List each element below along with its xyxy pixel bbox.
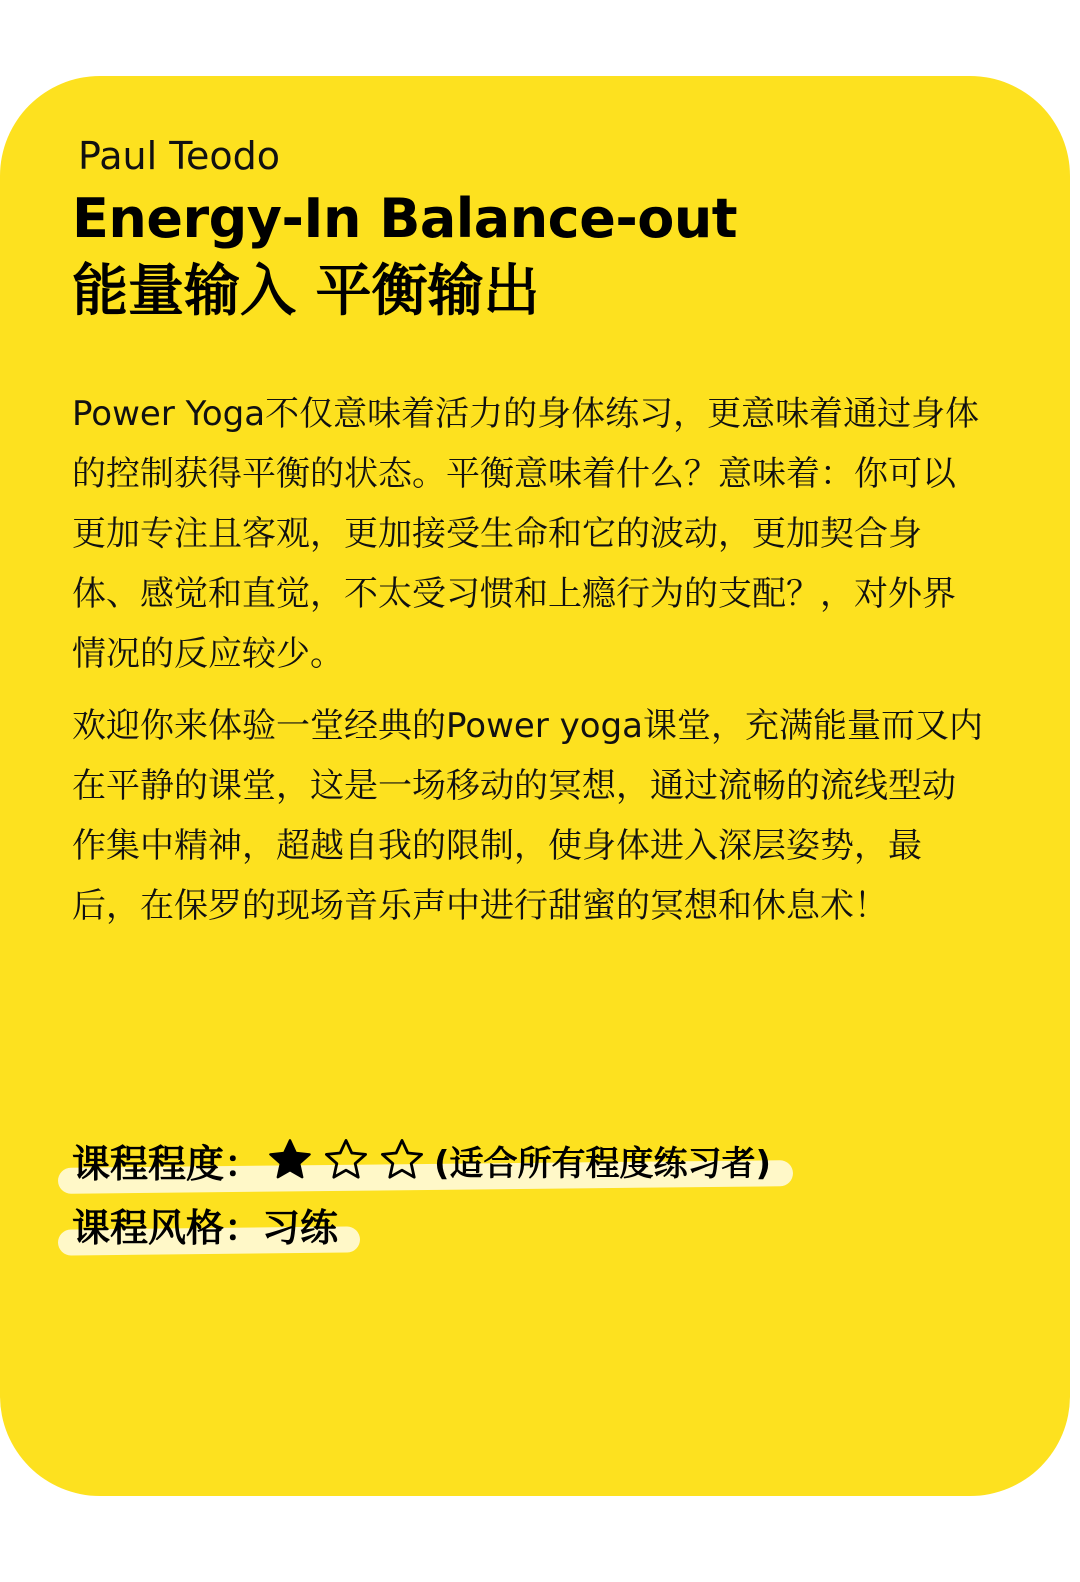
- course-card: [0, 76, 1070, 1496]
- course-style-row: [72, 1192, 338, 1256]
- star-outline-icon: [322, 1136, 370, 1184]
- level-rating: [266, 1136, 434, 1184]
- course-level-note: (适合所有程度练习者): [434, 1143, 772, 1184]
- description-paragraph-1: Power Yoga不仅意味着活力的身体练习，更意味着通过身体的控制获得平衡的状态。平衡意味着什么？意味着：你可以更加专注且客观，更加接受生命和它的波动，更加契合身体、感觉和直觉，不太受习惯和上瘾行为的支配？，对外界情况的反应较少。: [72, 394, 980, 674]
- description-paragraph-2: 欢迎你来体验一堂经典的Power yoga课堂，充满能量而又内在平静的课堂，这是一场移动的冥想，通过流畅的流线型动作集中精神，超越自我的限制，使身体进入深层姿势，最后，在保罗的现场音乐声中进行甜蜜的冥想和休息术！: [72, 706, 983, 926]
- course-style-value: 习练: [262, 1205, 339, 1250]
- instructor-name: Paul Teodo: [78, 134, 280, 178]
- course-title-english: Energy-In Balance-out: [72, 187, 738, 250]
- course-style-label: 课程风格：: [72, 1205, 263, 1250]
- course-meta: [72, 1128, 972, 1256]
- course-level-label: 课程程度：: [72, 1141, 263, 1186]
- course-level-row: [72, 1128, 771, 1192]
- course-title-chinese: 能量输入 平衡输出: [72, 259, 540, 324]
- star-outline-icon: [378, 1136, 426, 1184]
- star-filled-icon: [266, 1136, 314, 1184]
